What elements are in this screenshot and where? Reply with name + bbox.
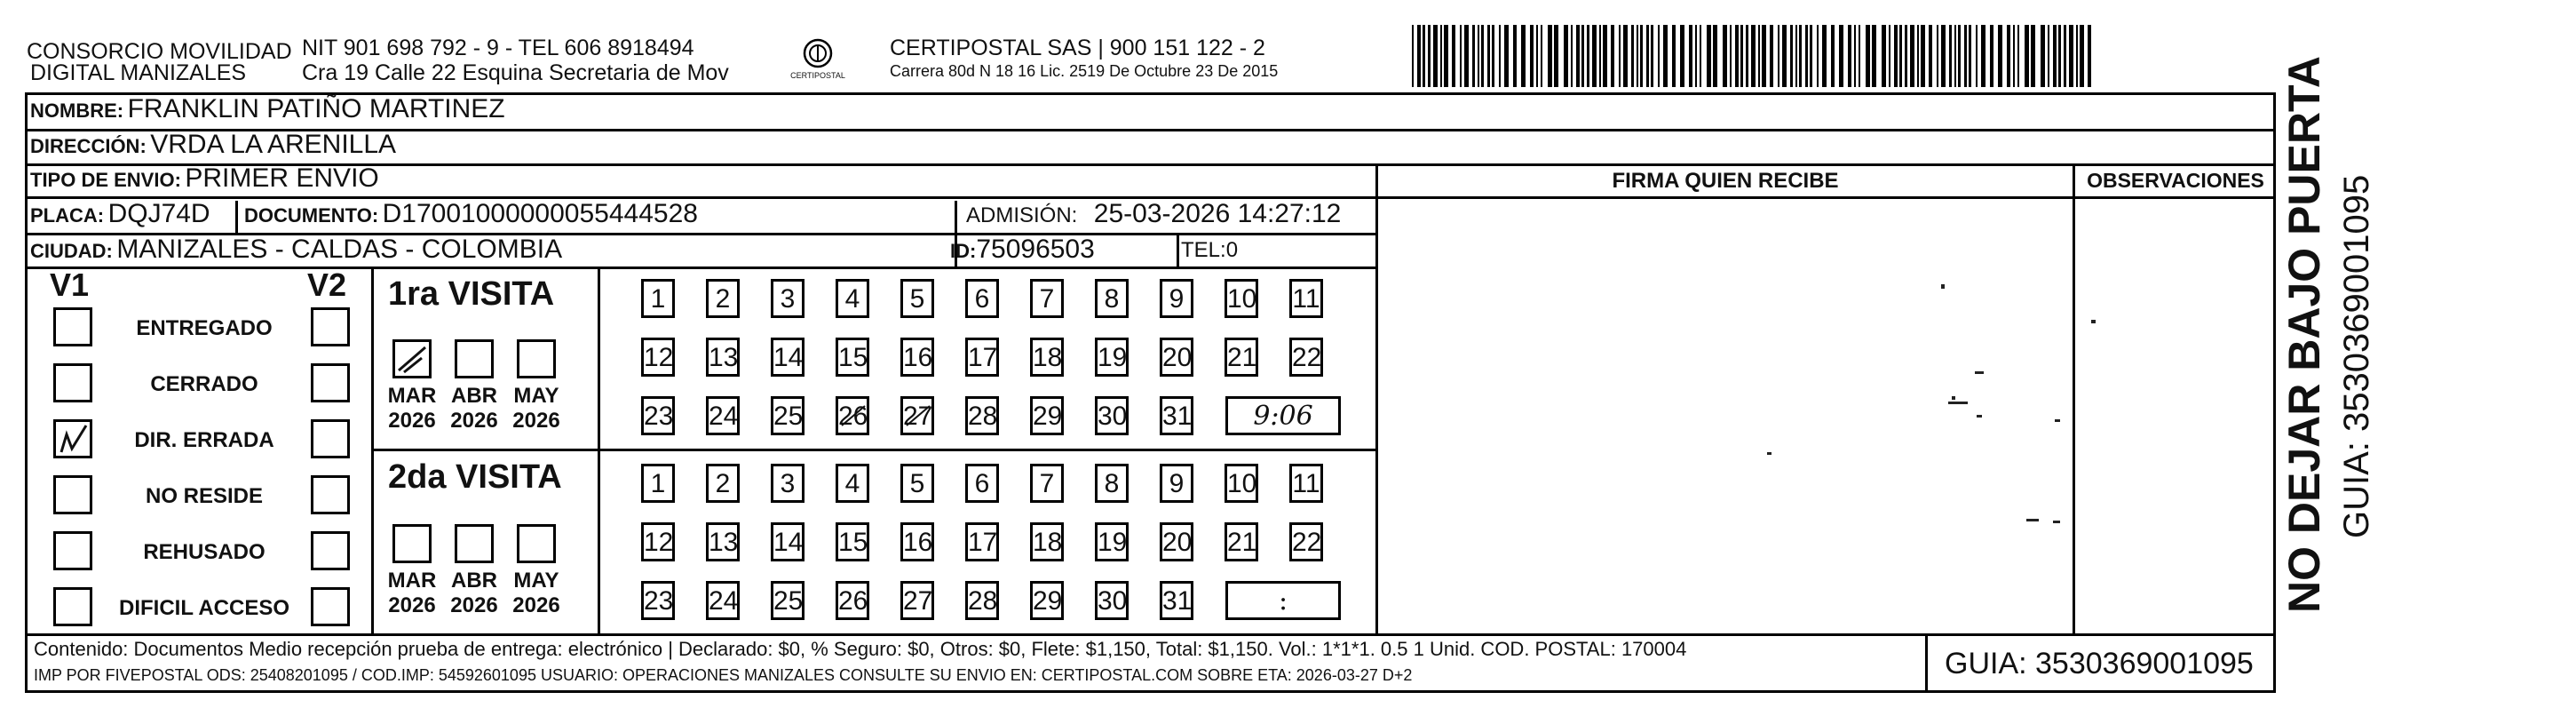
v2-checkbox-5[interactable] xyxy=(311,587,350,626)
barcode-bar xyxy=(1564,25,1568,87)
status-option-label: ENTREGADO xyxy=(136,316,273,340)
visit2-day-box[interactable]: 20 xyxy=(1160,522,1193,561)
visit2-time-box[interactable]: : xyxy=(1225,581,1341,620)
visit2-month-label: ABR 2026 xyxy=(450,569,498,617)
visit2-day-box[interactable]: 21 xyxy=(1225,522,1258,561)
barcode-bar xyxy=(1658,25,1660,87)
barcode-bar xyxy=(1958,25,1961,87)
visit2-day-box[interactable]: 2 xyxy=(706,464,740,503)
barcode-bar xyxy=(2053,25,2057,87)
visit2-month-label: MAR 2026 xyxy=(387,569,437,617)
visit2-day-box[interactable]: 29 xyxy=(1030,581,1064,620)
visit1-month-checkbox-1[interactable] xyxy=(455,339,494,378)
ciudad-cell xyxy=(30,235,562,265)
barcode-bar xyxy=(1433,25,1438,87)
barcode-bar xyxy=(1452,25,1455,87)
visit2-day-box[interactable]: 6 xyxy=(965,464,999,503)
visit2-day-box[interactable]: 26 xyxy=(836,581,869,620)
visit1-day-box[interactable]: 8 xyxy=(1095,279,1129,318)
barcode-bar xyxy=(1831,25,1835,87)
barcode-bar xyxy=(1412,25,1414,87)
visit2-month-checkbox-2[interactable] xyxy=(517,524,556,563)
barcode-bar xyxy=(1530,25,1534,87)
tipo-label: TIPO DE ENVIO: xyxy=(30,169,181,191)
nombre-row xyxy=(30,94,505,124)
footer-contenido: Contenido: Documentos Medio recepción prueba de entrega: electrónico | Declarado: $0, % Seguro: $0, Otros: $0, Flete: $1,150, Total: $1,150. Vol.: 1*1*1. 0.5 1 Unid. COD. POSTAL: 170004 xyxy=(34,638,1687,660)
visit2-day-box[interactable]: 12 xyxy=(641,522,675,561)
barcode-bar xyxy=(2076,25,2078,87)
visit1-day-box[interactable]: 9 xyxy=(1160,279,1193,318)
status-option-label: DIFICIL ACCESO xyxy=(118,596,289,620)
id-cell xyxy=(950,235,1095,265)
barcode-bar xyxy=(1799,25,1802,87)
barcode-bar xyxy=(1695,25,1697,87)
barcode-bar xyxy=(1700,25,1701,87)
visit2-day-box[interactable]: 31 xyxy=(1160,581,1193,620)
barcode-bar xyxy=(1872,25,1876,87)
documento-cell xyxy=(244,199,698,229)
status-option-label: NO RESIDE xyxy=(145,484,264,508)
barcode-bar xyxy=(1964,25,1967,87)
visit2-day-box[interactable]: 30 xyxy=(1095,581,1129,620)
visit2-day-box[interactable]: 4 xyxy=(836,464,869,503)
barcode-bar xyxy=(1998,25,2002,87)
status-option-label: REHUSADO xyxy=(143,540,266,564)
barcode-bar xyxy=(1504,25,1509,87)
barcode-bar xyxy=(1810,25,1812,87)
direccion-value: VRDA LA ARENILLA xyxy=(150,130,397,159)
visit1-time-box[interactable]: 9:06 xyxy=(1225,396,1341,435)
barcode-bar xyxy=(1894,25,1898,87)
barcode xyxy=(1412,25,2100,87)
barcode-bar xyxy=(2041,25,2045,87)
barcode-bar xyxy=(1751,25,1756,87)
visit1-month-label: MAY 2026 xyxy=(512,384,560,433)
logo-text: CERTIPOSTAL xyxy=(790,71,845,80)
barcode-bar xyxy=(1822,25,1827,87)
status-option-label: CERRADO xyxy=(150,372,258,396)
documento-value: D17001000000055444528 xyxy=(382,199,698,228)
barcode-bar xyxy=(2013,25,2015,87)
visit1-day-box[interactable]: 11 xyxy=(1289,279,1323,318)
visit2-day-box[interactable]: 28 xyxy=(965,581,999,620)
visit1-day-box[interactable]: 22 xyxy=(1289,338,1323,377)
barcode-bar xyxy=(1513,25,1517,87)
side-guia: GUIA: 3530369001095 xyxy=(2337,174,2376,538)
side-notice: NO DEJAR BAJO PUERTA xyxy=(2279,56,2329,613)
barcode-bar xyxy=(1917,25,1919,87)
barcode-bar xyxy=(1672,25,1676,87)
barcode-bar xyxy=(1713,25,1717,87)
visit2-day-box[interactable]: 7 xyxy=(1030,464,1064,503)
documento-label: DOCUMENTO: xyxy=(244,204,379,227)
barcode-bar xyxy=(1937,25,1938,87)
visit2-day-box[interactable]: 11 xyxy=(1289,464,1323,503)
barcode-bar xyxy=(1541,25,1542,87)
barcode-bar xyxy=(1481,25,1484,87)
barcode-bar xyxy=(1460,25,1462,87)
v2-checkbox-4[interactable] xyxy=(311,531,350,570)
tipo-row xyxy=(30,163,379,194)
barcode-bar xyxy=(2007,25,2010,87)
barcode-bar xyxy=(1730,25,1732,87)
visit1-day-box[interactable]: 6 xyxy=(965,279,999,318)
barcode-bar xyxy=(1487,25,1490,87)
visit2-day-box[interactable]: 9 xyxy=(1160,464,1193,503)
visit1-day-box[interactable]: 26 xyxy=(836,396,869,435)
visit1-day-box[interactable]: 7 xyxy=(1030,279,1064,318)
barcode-bar xyxy=(2017,25,2019,87)
barcode-bar xyxy=(1576,25,1580,87)
barcode-bar xyxy=(1839,25,1843,87)
v1-checkbox-1[interactable] xyxy=(53,363,92,402)
barcode-bar xyxy=(1554,25,1558,87)
barcode-bar xyxy=(1478,25,1479,87)
visit1-day-box[interactable]: 15 xyxy=(836,338,869,377)
barcode-bar xyxy=(1969,25,1971,87)
barcode-bar xyxy=(1778,25,1779,87)
v1-label: V1 xyxy=(50,267,90,303)
certipostal-logo xyxy=(789,36,847,87)
address-line: Cra 19 Calle 22 Esquina Secretaria de Mov xyxy=(302,60,729,85)
status-option-label: DIR. ERRADA xyxy=(134,428,274,452)
visit1-month-checkbox-0[interactable] xyxy=(392,339,432,378)
visit1-day-box[interactable]: 23 xyxy=(641,396,675,435)
barcode-bar xyxy=(1599,25,1601,87)
barcode-bar xyxy=(1723,25,1727,87)
visit1-day-box[interactable]: 29 xyxy=(1030,396,1064,435)
barcode-bar xyxy=(1548,25,1552,87)
barcode-bar xyxy=(1889,25,1890,87)
visit2-day-box[interactable]: 27 xyxy=(900,581,934,620)
footer-guia: GUIA: 3530369001095 xyxy=(1945,647,2254,680)
visit2-day-box[interactable]: 5 xyxy=(900,464,934,503)
v1-checkbox-4[interactable] xyxy=(53,531,92,570)
ciudad-label: CIUDAD: xyxy=(30,240,113,262)
barcode-bar xyxy=(2048,25,2049,87)
visit1-day-box[interactable]: 30 xyxy=(1095,396,1129,435)
barcode-bar xyxy=(1472,25,1475,87)
signature-area[interactable] xyxy=(1378,199,2073,632)
barcode-bar xyxy=(1619,25,1621,87)
v1-checkbox-2[interactable] xyxy=(53,419,92,458)
observaciones-header: OBSERVACIONES xyxy=(2087,169,2264,192)
tipo-value: PRIMER ENVIO xyxy=(185,163,379,193)
visit2-day-box[interactable]: 23 xyxy=(641,581,675,620)
visit1-day-box[interactable]: 5 xyxy=(900,279,934,318)
carrier-line2: Carrera 80d N 18 16 Lic. 2519 De Octubre 23 De 2015 xyxy=(890,62,1279,80)
tel-cell xyxy=(1181,238,1238,263)
barcode-bar xyxy=(1707,25,1711,87)
barcode-bar xyxy=(1910,25,1914,87)
visit1-day-box[interactable]: 10 xyxy=(1225,279,1258,318)
visit2-day-box[interactable]: 24 xyxy=(706,581,740,620)
barcode-bar xyxy=(2058,25,2061,87)
v1-checkbox-3[interactable] xyxy=(53,475,92,514)
barcode-bar xyxy=(1848,25,1851,87)
carrier-line1: CERTIPOSTAL SAS | 900 151 122 - 2 xyxy=(890,36,1265,60)
visit1-day-box[interactable]: 21 xyxy=(1225,338,1258,377)
nombre-label: NOMBRE: xyxy=(30,99,124,122)
barcode-bar xyxy=(2088,25,2091,87)
visit1-day-box[interactable]: 12 xyxy=(641,338,675,377)
barcode-bar xyxy=(1571,25,1573,87)
v2-label: V2 xyxy=(307,267,347,303)
barcode-bar xyxy=(1464,25,1469,87)
v2-checkbox-3[interactable] xyxy=(311,475,350,514)
barcode-bar xyxy=(1795,25,1797,87)
barcode-bar xyxy=(1440,25,1442,87)
admision-value: 25-03-2026 14:27:12 xyxy=(1093,199,1342,228)
visit2-month-checkbox-0[interactable] xyxy=(392,524,432,563)
visit2-month-label: MAY 2026 xyxy=(512,569,560,617)
observaciones-area[interactable] xyxy=(2075,199,2274,632)
barcode-bar xyxy=(1790,25,1793,87)
barcode-bar xyxy=(1592,25,1597,87)
v2-checkbox-2[interactable] xyxy=(311,419,350,458)
v2-checkbox-0[interactable] xyxy=(311,307,350,346)
barcode-bar xyxy=(1423,25,1425,87)
barcode-bar xyxy=(1882,25,1886,87)
visit2-day-box[interactable]: 13 xyxy=(706,522,740,561)
barcode-bar xyxy=(1536,25,1538,87)
barcode-bar xyxy=(2031,25,2035,87)
visit1-day-box[interactable]: 24 xyxy=(706,396,740,435)
direccion-label: DIRECCIÓN: xyxy=(30,135,147,157)
barcode-bar xyxy=(1735,25,1739,87)
barcode-bar xyxy=(1981,25,1986,87)
barcode-bar xyxy=(1817,25,1819,87)
company-name-line2: DIGITAL MANIZALES xyxy=(30,60,247,85)
visit1-day-box[interactable]: 25 xyxy=(771,396,805,435)
visit2-day-box[interactable]: 19 xyxy=(1095,522,1129,561)
visit2-day-box[interactable]: 16 xyxy=(900,522,934,561)
tel-value: 0 xyxy=(1225,238,1239,262)
barcode-bar xyxy=(2080,25,2084,87)
ciudad-value: MANIZALES - CALDAS - COLOMBIA xyxy=(116,235,563,264)
barcode-bar xyxy=(1587,25,1589,87)
barcode-bar xyxy=(1663,25,1668,87)
visit1-month-label: ABR 2026 xyxy=(450,384,498,433)
admision-label: ADMISIÓN: xyxy=(966,203,1078,227)
barcode-bar xyxy=(1417,25,1421,87)
barcode-bar xyxy=(1941,25,1946,87)
barcode-bar xyxy=(1603,25,1607,87)
visit1-day-box[interactable]: 13 xyxy=(706,338,740,377)
visit1-day-box[interactable]: 3 xyxy=(771,279,805,318)
visit1-day-box[interactable]: 27 xyxy=(900,396,934,435)
barcode-bar xyxy=(1762,25,1766,87)
visit1-day-box[interactable]: 1 xyxy=(641,279,675,318)
tel-label: TEL: xyxy=(1181,238,1226,262)
barcode-bar xyxy=(1899,25,1902,87)
barcode-bar xyxy=(1758,25,1760,87)
barcode-bar xyxy=(1859,25,1860,87)
barcode-bar xyxy=(1521,25,1526,87)
barcode-bar xyxy=(1929,25,1932,87)
footer-imp: IMP POR FIVEPOSTAL ODS: 25408201095 / COD.IMP: 54592601095 USUARIO: OPERACIONES MANIZALES CONSULTE SU ENVIO EN: CERTIPOSTAL.COM SOBRE ETA: 2026-03-27 D+2 xyxy=(34,666,1413,684)
barcode-bar xyxy=(1854,25,1856,87)
nombre-value: FRANKLIN PATIÑO MARTINEZ xyxy=(127,94,505,123)
barcode-bar xyxy=(1740,25,1743,87)
visit2-day-box[interactable]: 14 xyxy=(771,522,805,561)
barcode-bar xyxy=(2025,25,2029,87)
visit1-day-box[interactable]: 28 xyxy=(965,396,999,435)
visit1-day-box[interactable]: 14 xyxy=(771,338,805,377)
visit1-month-label: MAR 2026 xyxy=(387,384,437,433)
barcode-bar xyxy=(1976,25,1978,87)
barcode-bar xyxy=(1623,25,1628,87)
visit1-day-box[interactable]: 4 xyxy=(836,279,869,318)
v2-checkbox-1[interactable] xyxy=(311,363,350,402)
visit2-day-box[interactable]: 25 xyxy=(771,581,805,620)
barcode-bar xyxy=(1651,25,1653,87)
visit2-month-checkbox-1[interactable] xyxy=(455,524,494,563)
nit-line: NIT 901 698 792 - 9 - TEL 606 8918494 xyxy=(302,36,694,60)
admision-cell xyxy=(966,199,1341,229)
visit1-day-box[interactable]: 19 xyxy=(1095,338,1129,377)
visit2-day-box[interactable]: 22 xyxy=(1289,522,1323,561)
visit1-month-checkbox-2[interactable] xyxy=(517,339,556,378)
placa-cell xyxy=(30,199,210,229)
barcode-bar xyxy=(1805,25,1808,87)
barcode-bar xyxy=(1990,25,1993,87)
barcode-bar xyxy=(1782,25,1787,87)
visit1-day-box[interactable]: 17 xyxy=(965,338,999,377)
barcode-bar xyxy=(2069,25,2073,87)
visit2-day-box[interactable]: 8 xyxy=(1095,464,1129,503)
barcode-bar xyxy=(1637,25,1638,87)
visit2-day-box[interactable]: 10 xyxy=(1225,464,1258,503)
id-label: ID: xyxy=(950,240,977,262)
barcode-bar xyxy=(2064,25,2066,87)
barcode-bar xyxy=(1428,25,1431,87)
visit1-day-box[interactable]: 2 xyxy=(706,279,740,318)
visit2-day-box[interactable]: 3 xyxy=(771,464,805,503)
barcode-bar xyxy=(1640,25,1643,87)
barcode-bar xyxy=(1954,25,1956,87)
firma-header: FIRMA QUIEN RECIBE xyxy=(1612,169,1839,193)
visit2-title: 2da VISITA xyxy=(388,458,562,496)
barcode-bar xyxy=(1611,25,1614,87)
visit2-day-box[interactable]: 17 xyxy=(965,522,999,561)
barcode-bar xyxy=(1770,25,1773,87)
visit1-day-box[interactable]: 16 xyxy=(900,338,934,377)
v1-checkbox-0[interactable] xyxy=(53,307,92,346)
placa-label: PLACA: xyxy=(30,204,105,227)
visit1-day-box[interactable]: 18 xyxy=(1030,338,1064,377)
barcode-bar xyxy=(1444,25,1448,87)
barcode-bar xyxy=(1680,25,1684,87)
visit2-day-box[interactable]: 18 xyxy=(1030,522,1064,561)
barcode-bar xyxy=(1689,25,1692,87)
visit2-day-box[interactable]: 15 xyxy=(836,522,869,561)
barcode-bar xyxy=(1949,25,1952,87)
visit1-title: 1ra VISITA xyxy=(388,275,555,313)
barcode-bar xyxy=(1581,25,1584,87)
visit1-day-box[interactable]: 20 xyxy=(1160,338,1193,377)
barcode-bar xyxy=(1746,25,1748,87)
v1-checkbox-5[interactable] xyxy=(53,587,92,626)
placa-value: DQJ74D xyxy=(107,199,210,228)
company-name-line1: CONSORCIO MOVILIDAD xyxy=(27,39,292,64)
barcode-bar xyxy=(1921,25,1925,87)
barcode-bar xyxy=(1646,25,1649,87)
visit2-day-box[interactable]: 1 xyxy=(641,464,675,503)
barcode-bar xyxy=(1866,25,1870,87)
barcode-bar xyxy=(1631,25,1634,87)
direccion-row xyxy=(30,130,396,160)
barcode-bar xyxy=(1905,25,1907,87)
id-value: 75096503 xyxy=(976,235,1095,264)
barcode-bar xyxy=(1492,25,1494,87)
barcode-bar xyxy=(1499,25,1501,87)
visit1-day-box[interactable]: 31 xyxy=(1160,396,1193,435)
